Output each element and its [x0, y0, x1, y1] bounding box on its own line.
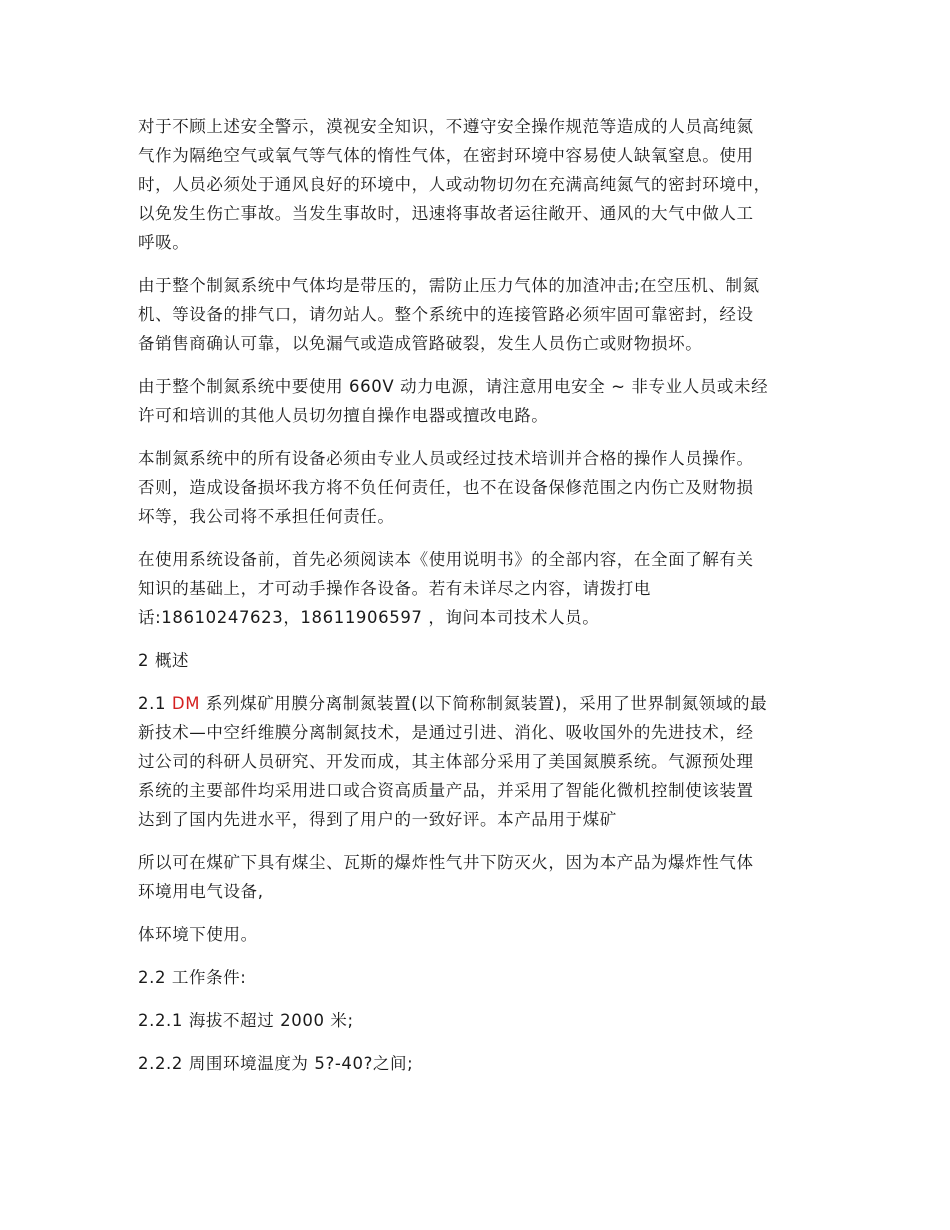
safety-warning-paragraph: 对于不顾上述安全警示，漠视安全知识，不遵守安全操作规范等造成的人员高纯氮 气作为隔绝空气或氧气等气体的惰性气体，在密封环境中容易使人缺氧窒息。使用 时，人员必须处于通风良好的环境中，人或动物切勿在充满高纯氮气的密封环境中， 以免发生伤亡事故。当发生事故时，迅速将事故者运往敞开、通风的大气中做人工 呼吸。	[138, 117, 771, 252]
electrical-warning-paragraph: 由于整个制氮系统中要使用 660V 动力电源，请注意用电安全 ~ 非专业人员或未经 许可和培训的其他人员切勿擅自操作电器或擅改电路。	[138, 377, 769, 425]
overview-text: 系列煤矿用膜分离制氮装置(以下简称制氮装置)，采用了世界制氮领域的最 新技术—中空纤维膜分离制氮技术，是通过引进、消化、吸收国外的先进技术，经 过公司的科研人员研究、开发而成，其主体部分采用了美国氮膜系统。气源预处理 系统的主要部件均采用进口或合资高质量产品，并采用了智能化微机控制使该装置 达到了国内先进水平，得到了用户的一致好评。本产品用于煤矿	[138, 694, 768, 829]
operator-requirement-paragraph: 本制氮系统中的所有设备必须由专业人员或经过技术培训并合格的操作人员操作。 否则，造成设备损坏我方将不负任何责任，也不在设备保修范围之内伤亡及财物损 坏等，我公司将不承担任何责任。	[138, 449, 754, 526]
overview-number: 2.1	[138, 694, 172, 713]
temperature-condition: 2.2.2 周围环境温度为 5?-40?之间;	[138, 1054, 414, 1073]
section-heading: 2 概述	[138, 651, 190, 670]
working-conditions-heading: 2.2 工作条件:	[138, 968, 247, 987]
product-series-code: DM	[171, 694, 201, 713]
environment-use-paragraph: 体环境下使用。	[138, 925, 258, 944]
coal-mine-use-paragraph: 所以可在煤矿下具有煤尘、瓦斯的爆炸性气井下防灭火，因为本产品为爆炸性气体 环境用电气设备,	[138, 853, 754, 901]
overview-paragraph	[138, 689, 820, 834]
manual-reading-paragraph: 在使用系统设备前，首先必须阅读本《使用说明书》的全部内容，在全面了解有关 知识的基础上，才可动手操作各设备。若有未详尽之内容，请拨打电 话:18610247623，18611906597 ，询问本司技术人员。	[138, 550, 754, 627]
altitude-condition: 2.2.1 海拔不超过 2000 米;	[138, 1011, 354, 1030]
pressure-warning-paragraph: 由于整个制氮系统中气体均是带压的，需防止压力气体的加渣冲击;在空压机、制氮 机、等设备的排气口，请勿站人。整个系统中的连接管路必须牢固可靠密封，经设 备销售商确认可靠，以免漏气或造成管路破裂，发生人员伤亡或财物损坏。	[138, 276, 760, 353]
